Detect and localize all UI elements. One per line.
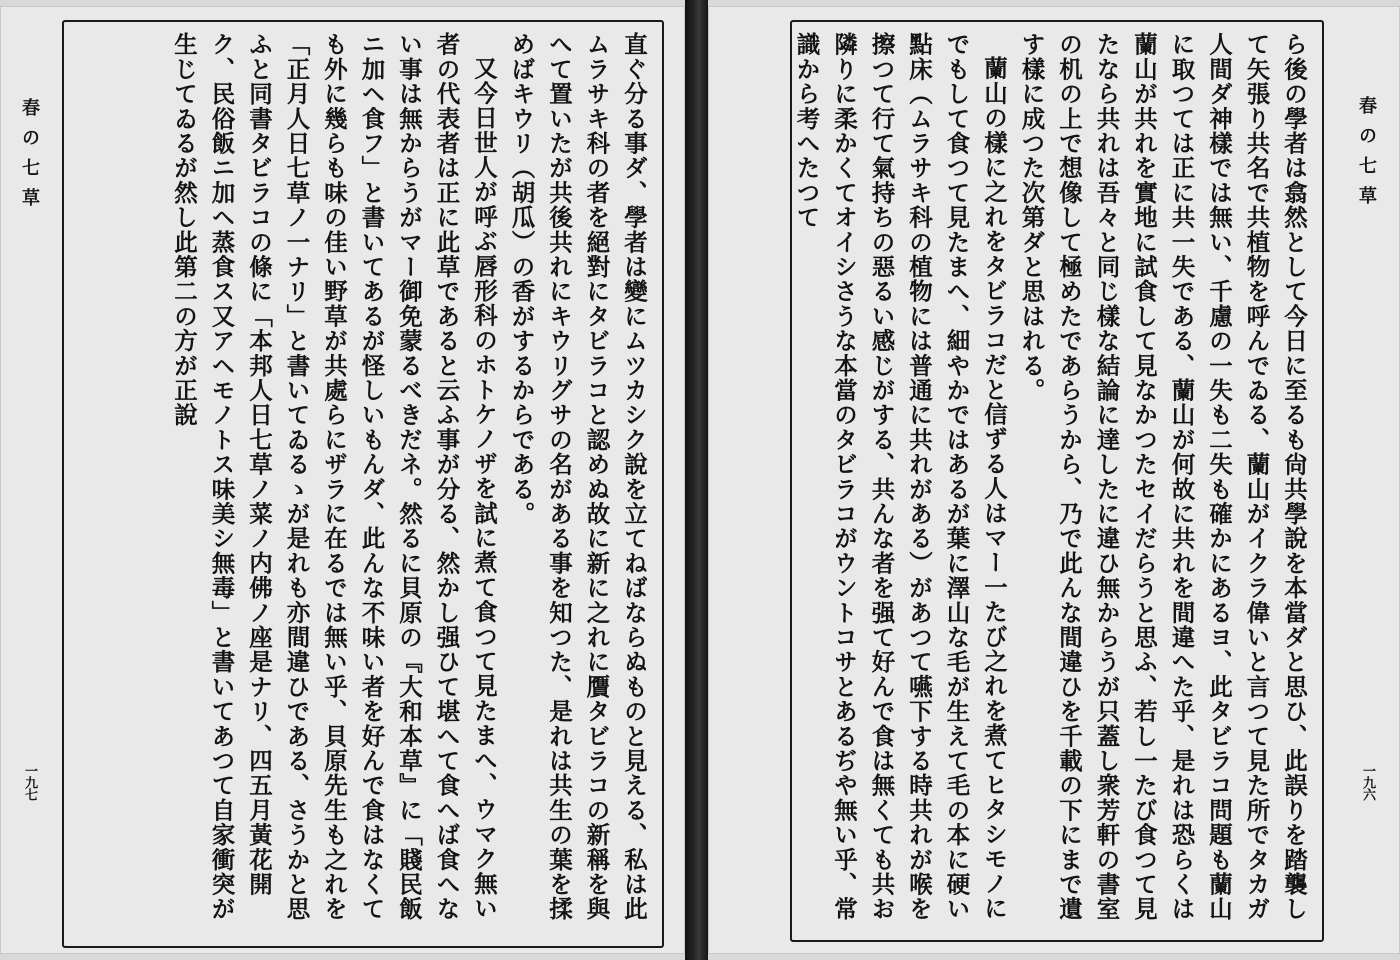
left-running-header: 春の七草 — [19, 98, 40, 218]
right-running-header: 春の七草 — [1356, 96, 1377, 216]
left-page-number: 一九七 — [22, 764, 37, 800]
right-page-number: 一九六 — [1360, 764, 1375, 800]
left-paragraph-2: 又今日世人が呼ぶ唇形科のホトケノザを試に煮て食つて見たまへ、ウマク無い者の代表者は正に此草であると云ふ事が分る、然かし强ひて堪へて食へば食へない事は無からうがマー御免蒙るべきだネ。然るに貝原の『大和本草』に「賤民飯ニ加ヘ食フ」と書いてあるが怪しいもんダ、此んな不味い者を好んで食はなくても外に幾らも味の佳い野草が共處らにザラに在るでは無い乎、貝原先生も之れを「正月人日七草ノ一ナリ」と書いてゐるゝが是れも亦間違ひである、さうかと思ふと同書タビラコの條に「本邦人日七草ノ菜ノ内佛ノ座是ナリ、四五月黃花開ク、民俗飯ニ加ヘ蒸食ス又アヘモノトス味美シ無毒」と書いてあつて自家衝突が生じてゐるが然し此第二の方が正說 — [170, 32, 498, 922]
left-page — [0, 6, 685, 954]
right-text-frame — [790, 20, 1324, 942]
left-body-text — [74, 32, 652, 936]
left-text-frame — [62, 20, 664, 948]
right-page — [708, 6, 1400, 954]
left-paragraph-1: 直ぐ分る事ダ、學者は變にムツカシク說を立てねばならぬものと見える、私は此ムラサキ科の者を絕對にタビラコと認めぬ故に新に之れに贋タビラコの新稱を與へて置いたが共後共れにキウリグサの名がある事を知つた、是れは共生の葉を揉めばキウリ（胡瓜）の香がするからである。 — [507, 32, 648, 922]
book-gutter — [685, 0, 708, 960]
right-paragraph-1: ら後の學者は翕然として今日に至るも尙共學說を本當ダと思ひ、此誤りを踏襲して矢張り共名で共植物を呼んでゐる、蘭山がイクラ偉いと言つて見た所でタカガ人間ダ神樣では無い、千慮の一失も二失も確かにあるヨ、此タビラコ問題も蘭山に取つては正に共一失である、蘭山が何故に共れを間違へた乎、是れは恐らくは蘭山が共れを實地に試食して見なかつたセイだらうと思ふ、若し一たび食つて見たなら共れは吾々と同じ樣な結論に達したに違ひ無からうが只蓋し衆芳軒の書室の机の上で想像して極めたであらうから、乃で此んな間違ひを千載の下にまで遺す樣に成つた次第ダと思はれる。 — [1017, 32, 1308, 922]
right-paragraph-2: 蘭山の樣に之れをタビラコだと信ずる人はマー一たび之れを煮てヒタシモノにでもして食つて見たまへ、細やかではあるが葉に澤山な毛が生えて毛の本に硬い點床（ムラサキ科の植物には普通に共れがある）があつて嚥下する時共れが喉を擦つて行て氣持ちの惡るい感じがする、共んな者を强て好んで食は無くても共お隣りに柔かくてオイシさうな本當のタビラコがウントコサとあるぢや無い乎、常識から考へたつて — [792, 32, 1008, 922]
right-body-text — [792, 32, 1312, 930]
